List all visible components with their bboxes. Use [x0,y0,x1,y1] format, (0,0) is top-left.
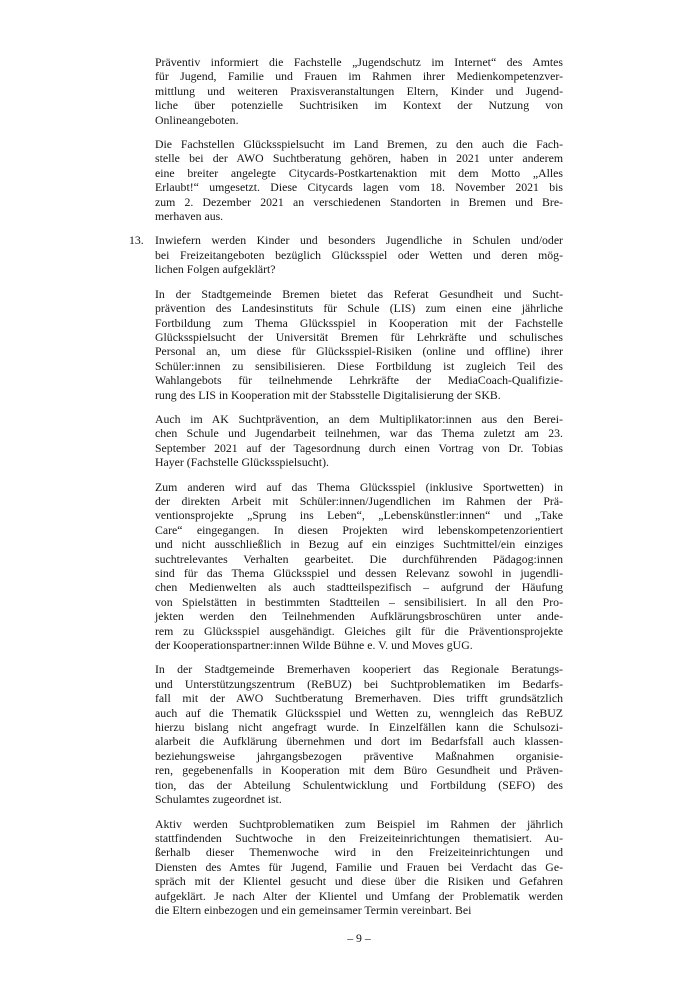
text-line: Wahlangebots für teilnehmende Lehrkräfte der MediaCoach-Qualifizie- [155,373,563,388]
paragraph [155,287,563,402]
text-line: Schüler:innen zu sensibilisieren. Diese Fortbildung ist zugleich Teil des [155,358,563,373]
text-line: rung des LIS in Kooperation mit der Stabsstelle Digitalisierung der SKB. [155,387,501,402]
text-line: merhaven aus. [155,209,224,224]
text-line: eine breiter angelegte Citycards-Postkartenaktion mit dem Motto „Alles [155,165,563,180]
text-line: spräch mit der Klientel gesucht und diese über die Risiken und Gefahren [155,874,563,889]
text-line: Care“ eingegangen. In diesen Projekten wird lebenskompetenzorientiert [155,522,563,537]
text-line: und Unterstützungszentrum (ReBUZ) bei Suchtproblematiken im Bedarfs- [155,676,563,691]
text-line: Personal an, um diese für Glücksspiel-Risiken (online und offline) ihrer [155,344,563,359]
page-footer [155,931,563,945]
paragraph [155,55,563,127]
text-line: Onlineangeboten. [155,112,239,127]
text-line: jekten werden den Teilnehmenden Aufklärungsbroschüren unter ande- [155,609,563,624]
text-line: Präventiv informiert die Fachstelle „Jugendschutz im Internet“ des Amtes [155,55,563,69]
question-item [129,233,563,277]
text-line: suchtrelevantes Verhalten gearbeitet. Die durchführenden Pädagog:innen [155,551,563,566]
text-line: von Spielstätten in bestimmten Stadtteilen – sensibilisiert. In all den Pro- [155,594,563,609]
text-line: September 2021 auf der Tagesordnung durch einen Vortrag von Dr. Tobias [155,440,563,455]
text-line: auch auf die Thematik Glücksspiel und Wetten zu, wenngleich das ReBUZ [155,705,563,720]
text-line: alarbeit die Aufklärung übernehmen und dort im Bedarfsfall auch klassen- [155,734,563,749]
text-line: und nicht ausschließlich in Bezug auf ein einziges Suchtmittel/ein einziges [155,537,563,552]
text-line: Erlaubt!“ umgesetzt. Diese Citycards lagen vom 18. November 2021 bis [155,180,563,195]
text-line: Auch im AK Suchtprävention, an dem Multiplikator:innen aus den Berei- [155,411,563,426]
item-number: 13. [129,233,144,248]
text-line: In der Stadtgemeinde Bremen bietet das Referat Gesundheit und Sucht- [155,286,563,301]
paragraph [155,480,563,653]
text-line: der Kooperationspartner:innen Wilde Bühne e. V. und Moves gUG. [155,638,473,653]
text-line: fall mit der AWO Suchtberatung Bremerhaven. Dies trifft grundsätzlich [155,691,563,706]
text-line: ßerhalb dieser Themenwoche wird in den Freizeiteinrichtungen und [155,845,563,860]
text-line: die Eltern einbezogen und ein gemeinsamer Termin vereinbart. Bei [155,902,472,917]
text-line: Glücksspielsucht der Universität Bremen für Lehrkräfte und schulisches [155,329,563,344]
text-line: hierzu bislang nicht angefragt wurde. In Einzelfällen kann die Schulsozi- [155,720,563,735]
text-line: der direkten Arbeit mit Schüler:innen/Jugendlichen im Rahmen der Prä- [155,493,563,508]
text-line: bei Freizeitangeboten bezüglich Glücksspiel oder Wetten und deren mög- [155,247,563,262]
text-line: beziehungsweise jahrgangsbezogen präventive Maßnahmen organisie- [155,748,563,763]
text-line: liche über potenzielle Suchtrisiken im Kontext der Nutzung von [155,98,563,113]
paragraph [155,817,563,918]
document-body [129,55,563,917]
paragraph [155,412,563,470]
text-line: zum 2. Dezember 2021 an verschiedenen Standorten in Bremen und Bre- [155,194,563,209]
text-line: Aktiv werden Suchtproblematiken zum Beispiel im Rahmen der jährlich [155,816,563,831]
text-line: In der Stadtgemeinde Bremerhaven kooperiert das Regionale Beratungs- [155,662,563,677]
text-line: chen Medienwelten als auch stadtteilspezifisch – aufgrund der Häufung [155,580,563,595]
text-line: Inwiefern werden Kinder und besonders Jugendliche in Schulen und/oder [155,233,563,248]
text-line: sind für das Thema Glücksspiel und dessen Relevanz sowohl in jugendli- [155,566,563,580]
page-number: – 9 – [347,931,371,945]
text-line: aufgeklärt. Je nach Alter der Klientel und Umfang der Problematik werden [155,888,563,903]
text-line: Hayer (Fachstelle Glücksspielsucht). [155,455,329,470]
text-line: stattfindenden Suchtwoche in den Freizeiteinrichtungen thematisiert. Au- [155,830,563,845]
text-line: Die Fachstellen Glücksspielsucht im Land Bremen, zu den auch die Fach- [155,137,563,152]
text-line: Fortbildung zum Thema Glücksspiel in Kooperation mit der Fachstelle [155,315,563,330]
text-line: Zum anderen wird auf das Thema Glücksspiel (inklusive Sportwetten) in [155,479,563,494]
text-line: für Jugend, Familie und Frauen im Rahmen ihrer Medienkompetenzver- [155,69,563,84]
paragraph [155,662,563,806]
text-line: lichen Folgen aufgeklärt? [155,262,276,277]
text-line: tion, das der Abteilung Schulentwicklung und Fortbildung (SEFO) des [155,777,563,792]
text-line: rem zu Glücksspiel ausgehändigt. Gleiches gilt für die Präventionsprojekte [155,623,563,638]
text-line: Schulamtes zugeordnet ist. [155,792,282,807]
text-line: mittlung und weiteren Praxisveranstaltungen Eltern, Kinder und Jugend- [155,83,563,98]
text-line: Diensten des Amtes für Jugend, Familie und Frauen bei Verdacht das Ge- [155,859,563,874]
text-line: chen Schule und Jugendarbeit teilnehmen, war das Thema zuletzt am 23. [155,426,563,441]
text-line: ventionsprojekte „Sprung ins Leben“, „Lebenskünstler:innen“ und „Take [155,508,563,523]
paragraph [155,137,563,223]
text-line: ren, gegebenenfalls in Kooperation mit dem Büro Gesundheit und Präven- [155,763,563,778]
text-line: prävention des Landesinstituts für Schule (LIS) zum einen eine jährliche [155,301,563,316]
text-line: stelle bei der AWO Suchtberatung gehören, haben in 2021 unter anderem [155,151,563,166]
